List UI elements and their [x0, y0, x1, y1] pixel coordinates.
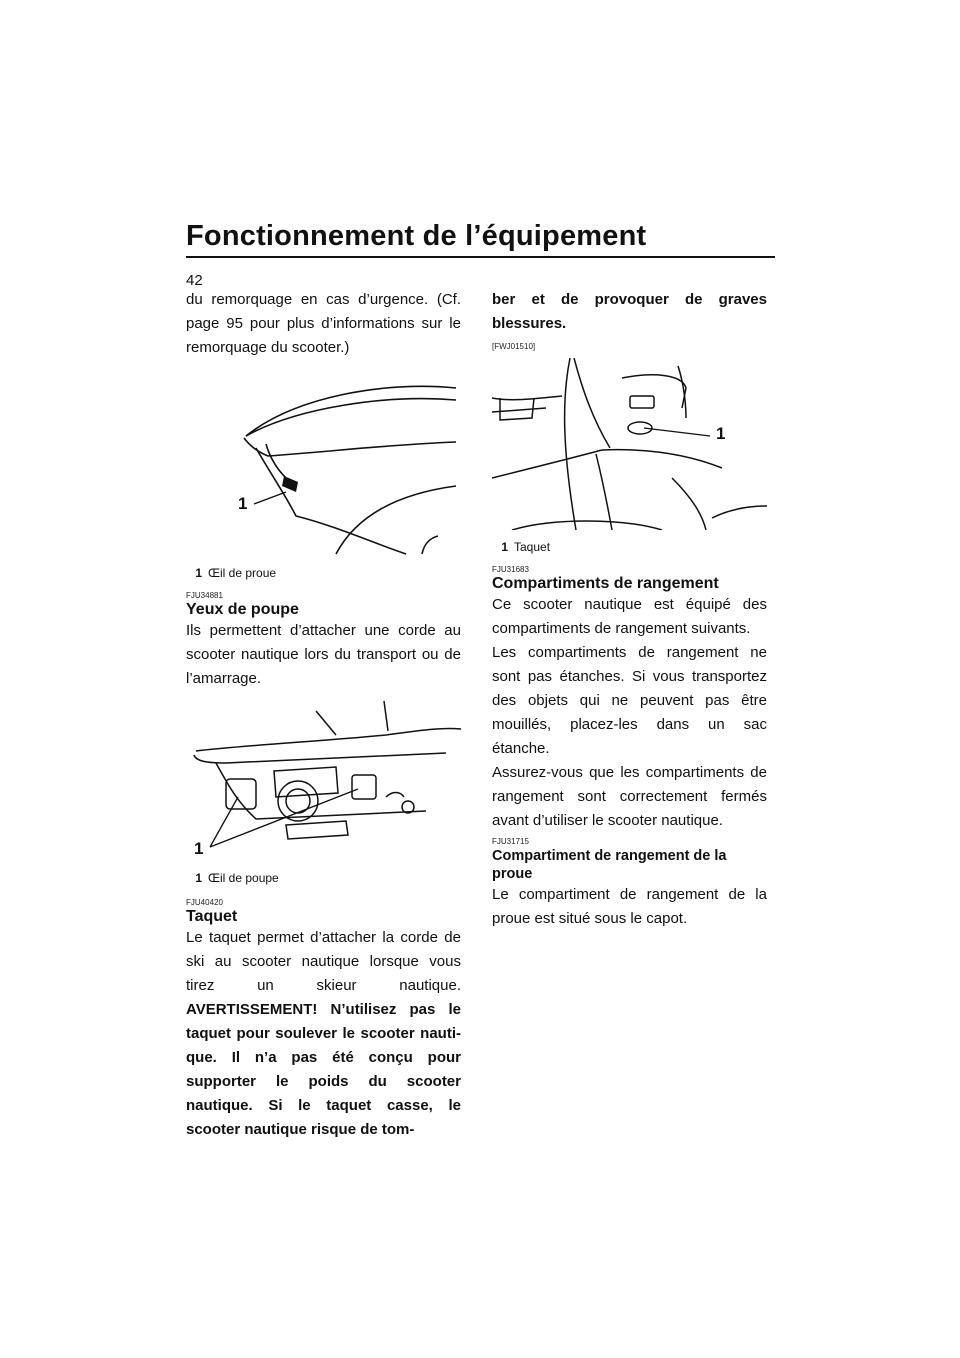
figure-stern-eye — [186, 701, 461, 886]
sec2-code: FJU40420 — [186, 898, 223, 907]
section-storage — [492, 565, 767, 833]
fig3-callout: 1 — [716, 424, 726, 443]
section-stern-eyes — [186, 591, 461, 691]
sec3-p1: Ce scooter nautique est équipé des compartiments de rangement suivants. — [492, 596, 767, 637]
fig3-caption-number: 1 — [501, 540, 508, 554]
sec4-code: FJU31715 — [492, 837, 529, 846]
intro-paragraph: du remorquage en cas d’urgence. (Cf. page 95 pour plus d’informations sur le remorquage du scooter.) — [186, 291, 461, 356]
sec3-code: FJU31683 — [492, 565, 529, 574]
page-number: 42 — [186, 272, 203, 289]
bow-eye-illustration — [186, 366, 461, 556]
sec4-body: Le compartiment de rangement de la proue est situé sous le capot. — [492, 886, 767, 927]
fig3-caption-text: Taquet — [514, 540, 551, 554]
section-cleat — [186, 898, 461, 1142]
fig1-caption-text: Œil de proue — [208, 566, 277, 580]
sec3-title: Compartiments de rangement — [492, 575, 719, 592]
fig1-callout: 1 — [238, 494, 248, 513]
page-title: Fonctionnement de l’équipement — [186, 220, 647, 252]
cleat-illustration — [492, 358, 767, 530]
sec2-warning: AVERTISSEMENT! N’utilisez pas le taquet pour soulever le scooter nautique. Il n’a pas été conçu pour supporter le poids du scooter nautique. Si le taquet casse, le scooter nautique risque de tom- — [186, 1001, 461, 1138]
figure-bow-eye — [186, 366, 461, 581]
sec2-body-text: Le taquet permet d’attacher la corde de ski au scooter nautique lorsque vous tirez un skieur nautique. — [186, 929, 461, 994]
sec4-title: Compartiment de rangement de la proue — [492, 848, 727, 882]
sec1-code: FJU34881 — [186, 591, 223, 600]
sec3-p3: Assurez-vous que les compartiments de rangement sont correctement fermés avant d’utiliser le scooter nautique. — [492, 764, 767, 829]
figure-cleat — [492, 358, 767, 555]
sec1-title: Yeux de poupe — [186, 601, 299, 618]
header-rule — [186, 256, 775, 258]
sec2-body — [186, 926, 461, 1142]
left-column — [186, 288, 461, 1142]
section-bow-storage — [492, 837, 767, 931]
sec3-p2: Les compartiments de rangement ne sont pas étanches. Si vous transportez des objets qui ne peuvent pas être mouillés, placez-les dans un sac étanche. — [492, 644, 767, 757]
fig1-caption — [186, 565, 461, 581]
fig1-caption-number: 1 — [195, 566, 202, 580]
fig2-caption-number: 1 — [195, 871, 202, 885]
fig2-callout: 1 — [194, 839, 204, 858]
stern-eye-illustration — [186, 701, 461, 861]
warning-continuation: ber et de provoquer de graves blessures. — [492, 291, 767, 332]
fig2-caption-text: Œil de poupe — [208, 871, 279, 885]
sec1-body: Ils permettent d’attacher une corde au scooter nautique lors du transport ou de l’amarrage. — [186, 622, 461, 687]
warning-code: [FWJ01510] — [492, 342, 536, 351]
sec2-title: Taquet — [186, 908, 238, 925]
right-column — [492, 288, 767, 931]
fig2-caption — [186, 870, 461, 886]
fig3-caption — [492, 539, 767, 555]
